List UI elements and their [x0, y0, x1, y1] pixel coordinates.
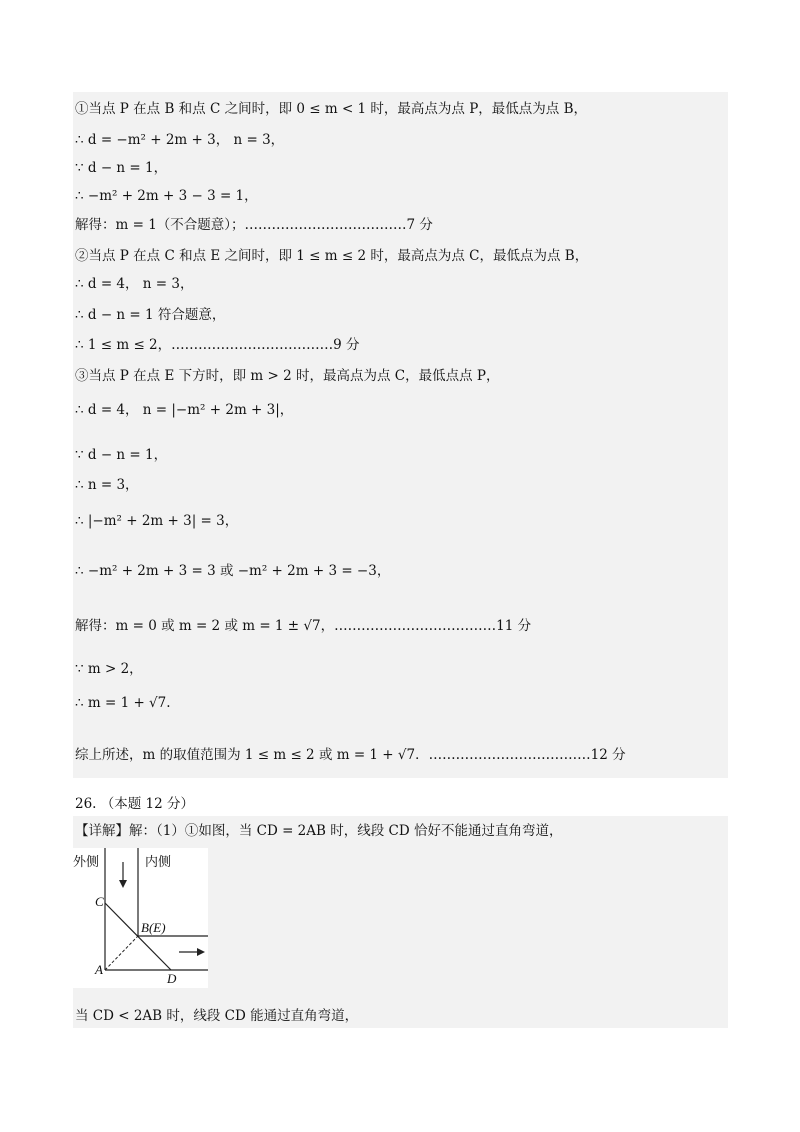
right-arrow-head-icon [197, 948, 205, 956]
corridor-diagram [73, 848, 208, 988]
solution-line-14: ∴ |−m² + 2m + 3| = 3， [75, 513, 239, 529]
label-outer: 外侧 [73, 855, 100, 870]
solution-line-17: ∵ m > 2， [75, 661, 143, 677]
solution-line-8: ∴ d − n = 1 符合题意， [75, 307, 226, 323]
question-26-header: 26. （本题 12 分） [75, 796, 195, 812]
solution-line-6: ②当点 P 在点 C 和点 E 之间时，即 1 ≤ m ≤ 2 时，最高点为点 C，最低点为点 B， [75, 248, 589, 264]
question-26-detail: 【详解】解：（1）①如图，当 CD = 2AB 时，线段 CD 恰好不能通过直角弯道， [75, 823, 563, 839]
solution-line-7: ∴ d = 4， n = 3， [75, 276, 194, 292]
solution-line-11: ∴ d = 4， n = |−m² + 2m + 3|， [75, 402, 294, 418]
label-point-d: D [167, 971, 177, 986]
solution-line-15: ∴ −m² + 2m + 3 = 3 或 −m² + 2m + 3 = −3， [75, 563, 391, 579]
label-point-be: B(E) [141, 920, 166, 935]
right-angle-corridor-figure [73, 848, 208, 988]
solution-line-5: 解得：m = 1（不合题意）；………………………………7 分 [75, 217, 433, 233]
solution-line-12: ∵ d − n = 1， [75, 447, 168, 463]
solution-line-4: ∴ −m² + 2m + 3 − 3 = 1， [75, 188, 258, 204]
solution-line-18: ∴ m = 1 + √7. [75, 695, 171, 711]
solution-line-1: ①当点 P 在点 B 和点 C 之间时，即 0 ≤ m < 1 时，最高点为点 P，最低点为点 B， [75, 101, 588, 117]
solution-line-16: 解得：m = 0 或 m = 2 或 m = 1 ± √7，………………………………11 分 [75, 618, 532, 634]
label-point-a: A [95, 962, 103, 977]
solution-line-13: ∴ n = 3， [75, 477, 139, 493]
solution-line-2: ∴ d = −m² + 2m + 3， n = 3， [75, 132, 285, 148]
solution-line-19: 综上所述，m 的取值范围为 1 ≤ m ≤ 2 或 m = 1 + √7．………………………………12 分 [75, 747, 626, 763]
solution-line-3: ∵ d − n = 1， [75, 160, 168, 176]
segment-ab-dashed [105, 936, 138, 970]
solution-line-9: ∴ 1 ≤ m ≤ 2，………………………………9 分 [75, 337, 360, 353]
solution-line-10: ③当点 P 在点 E 下方时，即 m > 2 时，最高点为点 C，最低点点 P， [75, 368, 500, 384]
label-point-c: C [95, 894, 104, 909]
down-arrow-head-icon [119, 880, 127, 888]
question-26-after-figure: 当 CD < 2AB 时，线段 CD 能通过直角弯道， [75, 1008, 359, 1024]
label-inner: 内侧 [145, 855, 172, 870]
